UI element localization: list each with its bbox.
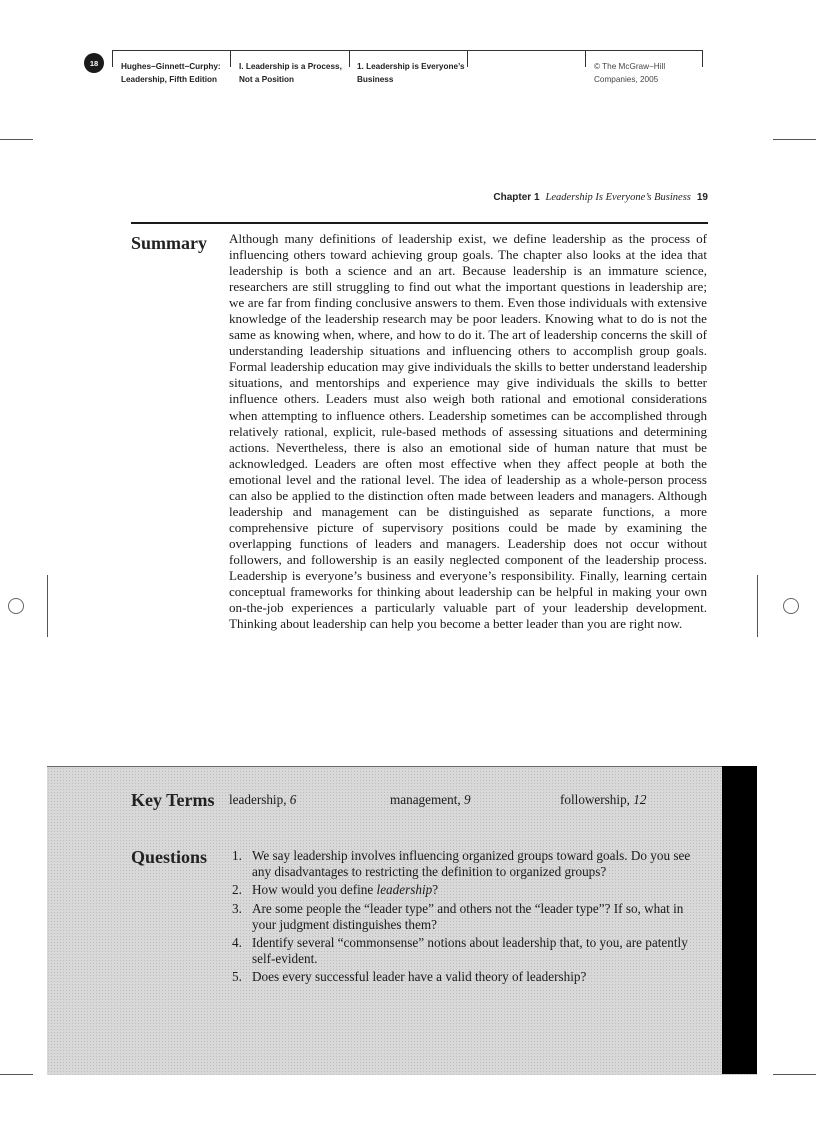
key-term: [390, 792, 471, 808]
question-text-pre: How would you define: [252, 882, 377, 898]
header-divider: [112, 50, 113, 67]
crop-mark: [0, 139, 33, 140]
question-number: 5.: [232, 969, 242, 985]
question-number: 4.: [232, 935, 242, 951]
crop-mark: [47, 575, 48, 637]
question-number: 1.: [232, 848, 242, 863]
header-chapter: 1. Leadership is Everyone’s Business: [357, 62, 465, 84]
question-item: [232, 901, 710, 933]
header-rule: [112, 50, 703, 51]
running-head-chapter: Chapter 1: [493, 192, 540, 203]
crop-mark: [773, 139, 816, 140]
key-term-word: management,: [390, 792, 461, 807]
key-term-word: followership,: [560, 792, 630, 807]
question-text-emphasis: leadership: [376, 882, 433, 898]
header-part: I. Leadership is a Process, Not a Position: [239, 62, 342, 84]
questions-heading: Questions: [131, 847, 208, 867]
header-authors: Hughes−Ginnett−Curphy: Leadership, Fifth Edition: [121, 62, 221, 84]
question-item: [232, 969, 710, 985]
panel-edge-bar: [722, 766, 757, 1074]
header-copyright: © The McGraw−Hill Companies, 2005: [594, 62, 666, 84]
question-number: 3.: [232, 900, 242, 916]
crop-mark: [0, 1074, 33, 1075]
header-divider: [349, 50, 350, 67]
section-rule: [131, 222, 708, 224]
question-text: Identify several “commonsense” notions about leadership that, to you, are patently self-evident.: [252, 935, 688, 967]
running-head-title: Leadership Is Everyone’s Business: [545, 192, 691, 203]
question-text: Does every successful leader have a valid theory of leadership?: [252, 969, 587, 985]
running-head-page-number: 19: [696, 192, 708, 203]
crop-mark: [757, 575, 758, 637]
summary-heading: Summary: [131, 233, 207, 253]
header-divider: [585, 50, 586, 67]
registration-mark-icon: [783, 598, 799, 614]
header-divider: [702, 50, 703, 67]
page-number-badge: 18: [84, 53, 104, 73]
key-term: [229, 792, 296, 808]
header-divider: [467, 50, 468, 67]
crop-mark: [773, 1074, 816, 1075]
key-term-page: 6: [289, 792, 297, 807]
question-item: [232, 935, 710, 967]
questions-list: [232, 848, 710, 988]
registration-mark-icon: [8, 598, 24, 614]
key-term-page: 9: [463, 792, 471, 807]
key-terms-heading: Key Terms: [131, 790, 215, 810]
question-item: [232, 882, 710, 898]
key-term-page: 12: [633, 792, 647, 807]
running-head: [493, 192, 708, 203]
question-item: [232, 848, 710, 880]
key-term: [560, 792, 646, 808]
question-number: 2.: [232, 882, 242, 898]
question-text: Are some people the “leader type” and others not the “leader type”? If so, what in your judgment distinguishes them?: [252, 900, 684, 932]
summary-paragraph: Although many definitions of leadership exist, we define leadership as the process of influencing others toward achieving group goals. The chapter also looks at the idea that leadership is both a science and an art. Because leadership is an immature science, researchers are still struggling to find out what the important questions in leadership are; we are far from finding conclusive answers to them. Even those individuals with extensive knowledge of the leadership research may be poor leaders. Knowing what to do is not the same as knowing when, where, and how to do it. The art of leadership concerns the skill of understanding leadership situations and influencing others to accomplish group goals. Formal leadership education may give individuals the skills to better understand leadership situations, and mentorships and experience may give individuals the skills to better influence others. Leaders must also weigh both rational and emotional considerations when attempting to influence others. Leadership sometimes can be accomplished through relatively rational, explicit, rule-based methods of assessing situations and determining actions. Nevertheless, there is also an emotional side of human nature that must be acknowledged. Leaders are often most effective when they affect people at both the emotional level and the rational level. The idea of leadership as a whole-person process can also be applied to the distinction often made between leaders and managers. Although leadership and management can be distinguished as separate functions, a more comprehensive picture of supervisory positions could be made by examining the overlapping functions of leaders and managers. Leadership does not occur without followers, and followership is an easily neglected component of the leadership process. Leadership is everyone’s business and everyone’s responsibility. Finally, learning certain conceptual frameworks for thinking about leadership can be helpful in making your own on-the-job experiences a particularly valuable part of your leadership development. Thinking about leadership can help you become a better leader than you are right now.: [229, 231, 707, 632]
key-term-word: leadership,: [229, 792, 287, 807]
header-divider: [230, 50, 231, 67]
question-text: We say leadership involves influencing organized groups toward goals. Do you see any disadvantages to restricting the definition to organized groups?: [252, 848, 691, 880]
question-text-post: ?: [432, 882, 439, 898]
